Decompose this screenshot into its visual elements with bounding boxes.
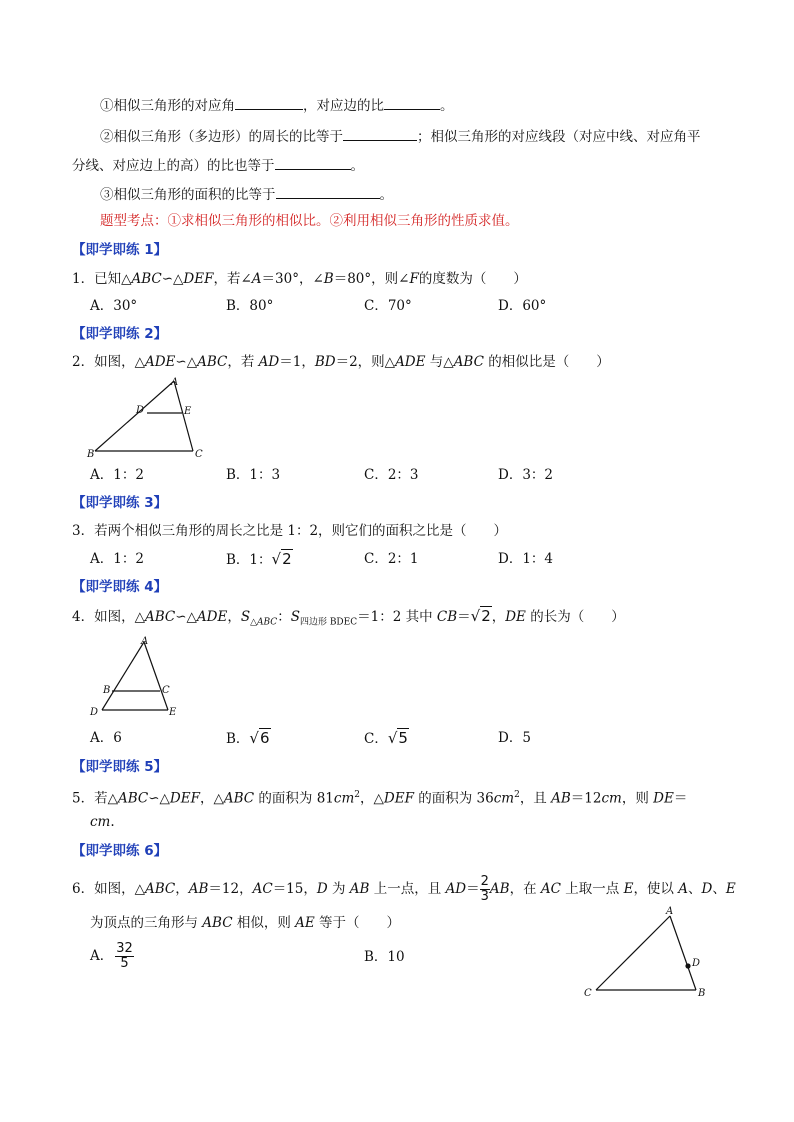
q6-option-b[interactable]: B．10 bbox=[364, 949, 405, 965]
blank-corresponding-angles[interactable] bbox=[235, 95, 303, 110]
q3-option-d[interactable]: D．1：4 bbox=[498, 551, 554, 567]
q2-label-b: B bbox=[87, 449, 95, 460]
practice-header-5: 【即学即练 5】 bbox=[72, 759, 168, 775]
q2-option-b[interactable]: B．1：3 bbox=[226, 467, 281, 483]
q4-figure bbox=[85, 631, 185, 721]
q6-side-ac bbox=[596, 916, 670, 990]
question-1: 1．已知△ABC∽△DEF，若∠A＝30°，∠B＝80°，则∠F的度数为（ ） bbox=[72, 271, 527, 287]
q1-option-b[interactable]: B．80° bbox=[226, 298, 274, 314]
q2-label-d: D bbox=[136, 405, 145, 416]
q2-side-ab bbox=[95, 381, 174, 451]
q4-option-d[interactable]: D．5 bbox=[498, 730, 531, 746]
q6-point-d bbox=[685, 963, 690, 968]
q2-label-a: A bbox=[171, 377, 179, 388]
blank-perimeter-ratio[interactable] bbox=[343, 126, 417, 141]
q2-label-e: E bbox=[184, 406, 192, 417]
q6-option-a[interactable]: A． $\frac{32}{5}$ bbox=[90, 941, 133, 971]
practice-header-1: 【即学即练 1】 bbox=[72, 242, 168, 258]
q1-option-a[interactable]: A．30° bbox=[90, 298, 138, 314]
q6-label-b: B bbox=[698, 988, 706, 999]
q2-label-c: C bbox=[195, 449, 203, 460]
q4-label-c: C bbox=[162, 685, 170, 696]
q2-option-c[interactable]: C．2：3 bbox=[364, 467, 419, 483]
q6-figure bbox=[578, 902, 708, 1002]
q2-option-d[interactable]: D．3：2 bbox=[498, 467, 554, 483]
intro-line-1: ①相似三角形的对应角 ，对应边的比 。 bbox=[100, 95, 454, 115]
q4-label-a: A bbox=[141, 636, 149, 647]
practice-header-3: 【即学即练 3】 bbox=[72, 495, 168, 511]
blank-area-ratio[interactable] bbox=[276, 184, 380, 199]
fraction-two-thirds: $\frac{2}{3}$ bbox=[480, 874, 489, 904]
q6-label-a: A bbox=[666, 906, 674, 917]
intro-line-3: 分线、对应边上的高）的比也等于 。 bbox=[72, 155, 364, 175]
q6-side-ab bbox=[670, 916, 696, 990]
q3-option-a[interactable]: A．1：2 bbox=[90, 551, 144, 567]
q4-label-d: D bbox=[90, 707, 99, 718]
question-6-line-2: 为顶点的三角形与 ABC 相似，则 AE 等于（ ） bbox=[90, 915, 401, 931]
q4-label-e: E bbox=[169, 707, 177, 718]
question-4: 4．如图，△ABC∽△ADE，$S_{\triangle ABC}$：$S_{四边形 BDEC}=1$：2 其中 CB＝√2，DE 的长为（ ） bbox=[72, 607, 625, 628]
practice-header-2: 【即学即练 2】 bbox=[72, 326, 168, 342]
q6-label-d: D bbox=[692, 958, 701, 969]
blank-segment-ratio[interactable] bbox=[275, 155, 351, 170]
question-6: 6．如图，△ABC，AB＝12，AC＝15，D 为 AB 上一点，且 AD＝ $\frac{2}{3}$ AB，在 AC 上取一点 E，使以 A、D、E bbox=[72, 874, 736, 904]
intro-line-4: ③相似三角形的面积的比等于 。 bbox=[100, 184, 393, 204]
q4-side-ae bbox=[144, 642, 168, 710]
q1-option-d[interactable]: D．60° bbox=[498, 298, 547, 314]
q4-option-b[interactable]: B．√6 bbox=[226, 729, 270, 747]
q2-option-a[interactable]: A．1：2 bbox=[90, 467, 144, 483]
q4-label-b: B bbox=[103, 685, 111, 696]
question-3: 3．若两个相似三角形的周长之比是 1：2，则它们的面积之比是（ ） bbox=[72, 523, 508, 539]
q2-figure bbox=[85, 373, 215, 463]
question-2: 2．如图，△ADE∽△ABC，若 AD＝1，BD＝2，则△ADE 与△ABC 的相似比是（ ） bbox=[72, 354, 610, 370]
q1-option-c[interactable]: C．70° bbox=[364, 298, 412, 314]
q3-option-b[interactable]: B．1：√2 bbox=[226, 550, 292, 568]
question-5-line-2: cm. bbox=[90, 814, 115, 830]
q4-option-a[interactable]: A．6 bbox=[90, 730, 122, 746]
practice-header-4: 【即学即练 4】 bbox=[72, 579, 168, 595]
intro-line-2: ②相似三角形（多边形）的周长的比等于 ；相似三角形的对应线段（对应中线、对应角平 bbox=[100, 126, 701, 146]
q6-label-c: C bbox=[584, 988, 592, 999]
practice-header-6: 【即学即练 6】 bbox=[72, 843, 168, 859]
blank-side-ratio[interactable] bbox=[384, 95, 440, 110]
q4-option-c[interactable]: C．√5 bbox=[364, 729, 408, 747]
sqrt-symbol: √2 bbox=[271, 550, 292, 568]
q3-option-c[interactable]: C．2：1 bbox=[364, 551, 419, 567]
topic-note: 题型考点：①求相似三角形的相似比。②利用相似三角形的性质求值。 bbox=[100, 213, 519, 229]
question-5: 5．若△ABC∽△DEF，△ABC 的面积为 $81cm^2$，△DEF 的面积为 $36cm^2$，且 AB＝12cm，则 DE＝ bbox=[72, 790, 688, 807]
q4-side-ad bbox=[102, 642, 144, 710]
